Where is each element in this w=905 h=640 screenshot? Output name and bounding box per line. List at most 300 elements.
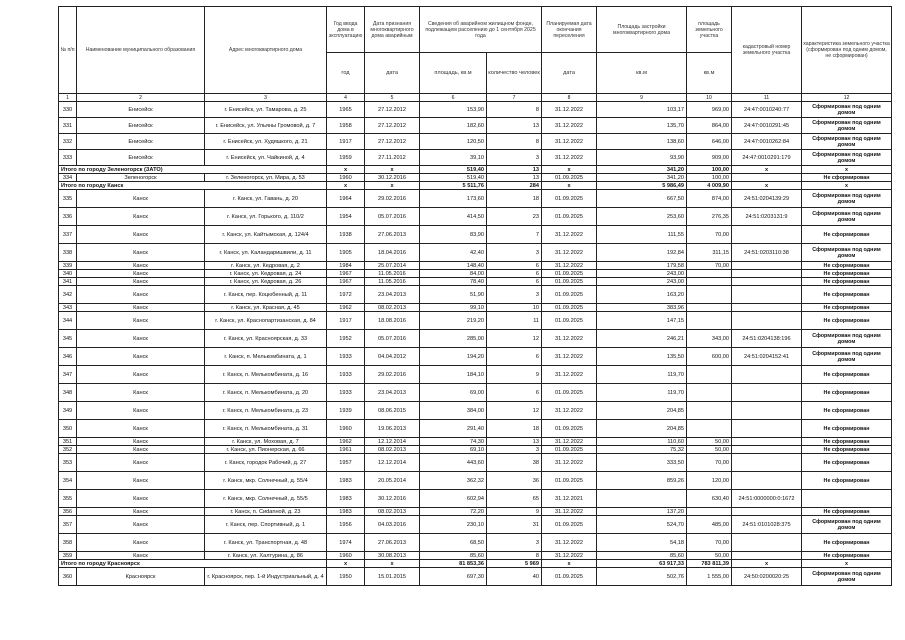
header-plan-date: Планируемая дата окончания переселения bbox=[542, 7, 597, 53]
cell-characteristic bbox=[802, 490, 892, 508]
cell-land-area: 70,00 bbox=[687, 226, 732, 244]
table-row bbox=[59, 226, 892, 244]
header-characteristic: характеристика земельного участка (сформирован под одним домом, не сформирован) bbox=[802, 7, 892, 94]
cell-number: 334 bbox=[59, 174, 77, 182]
cell-municipality: Канск bbox=[77, 366, 205, 384]
cell-people: 11 bbox=[487, 312, 542, 330]
table-row bbox=[59, 244, 892, 262]
cell-year: 1983 bbox=[327, 508, 365, 516]
cell-year: 1965 bbox=[327, 102, 365, 118]
table-row bbox=[59, 568, 892, 586]
cell-cadastral bbox=[732, 420, 802, 438]
cell-year: x bbox=[327, 182, 365, 190]
cell-year: 1964 bbox=[327, 190, 365, 208]
cell-year: 1967 bbox=[327, 278, 365, 286]
cell-land-area: 783 811,39 bbox=[687, 560, 732, 568]
cell-number: 358 bbox=[59, 534, 77, 552]
cell-people: 65 bbox=[487, 490, 542, 508]
cell-emergency-date: 19.06.2013 bbox=[365, 420, 420, 438]
cell-number: 350 bbox=[59, 420, 77, 438]
cell-emergency-date: 05.07.2016 bbox=[365, 330, 420, 348]
cell-area: 83,90 bbox=[420, 226, 487, 244]
cell-address: г. Канск, ул. Гавань, д. 20 bbox=[205, 190, 327, 208]
cell-address: г. Енисейск, ул. Чайкиной, д. 4 bbox=[205, 150, 327, 166]
cell-people: 38 bbox=[487, 454, 542, 472]
header-emergency-fund: Сведения об аварийном жилищном фонде, подлежащем расселению до 1 сентября 2025 года bbox=[420, 7, 542, 53]
column-number: 9 bbox=[597, 94, 687, 102]
cell-municipality: Канск bbox=[77, 384, 205, 402]
cell-plan-date: 31.12.2022 bbox=[542, 150, 597, 166]
cell-characteristic: Сформирован под одним домом bbox=[802, 244, 892, 262]
cell-land-area bbox=[687, 420, 732, 438]
cell-area: 69,10 bbox=[420, 446, 487, 454]
cell-area: 148,40 bbox=[420, 262, 487, 270]
cell-number: 330 bbox=[59, 102, 77, 118]
table-row bbox=[59, 366, 892, 384]
cell-emergency-date: 27.12.2012 bbox=[365, 102, 420, 118]
table-row bbox=[59, 150, 892, 166]
table-row bbox=[59, 420, 892, 438]
cell-characteristic: Не сформирован bbox=[802, 262, 892, 270]
cell-land-area: 874,00 bbox=[687, 190, 732, 208]
cell-address: г. Канск, мкр. Солнечный, д. 55/5 bbox=[205, 490, 327, 508]
subtotal-label: Итого по городу Канск bbox=[59, 182, 327, 190]
cell-emergency-date: 29.02.2016 bbox=[365, 366, 420, 384]
cell-build-area: 341,20 bbox=[597, 174, 687, 182]
cell-municipality: Енисейск bbox=[77, 150, 205, 166]
table-row bbox=[59, 534, 892, 552]
cell-emergency-date: 20.05.2014 bbox=[365, 472, 420, 490]
cell-build-area: 135,50 bbox=[597, 348, 687, 366]
cell-build-area: 667,50 bbox=[597, 190, 687, 208]
cell-cadastral: 24:51:0203131:9 bbox=[732, 208, 802, 226]
cell-municipality: Канск bbox=[77, 226, 205, 244]
column-number: 4 bbox=[327, 94, 365, 102]
cell-plan-date: 31.12.2022 bbox=[542, 226, 597, 244]
cell-number: 357 bbox=[59, 516, 77, 534]
cell-plan-date: 31.12.2022 bbox=[542, 102, 597, 118]
cell-number: 331 bbox=[59, 118, 77, 134]
cell-characteristic: Не сформирован bbox=[802, 534, 892, 552]
cell-year: 1954 bbox=[327, 208, 365, 226]
cell-people: 6 bbox=[487, 278, 542, 286]
cell-land-area: 311,15 bbox=[687, 244, 732, 262]
cell-year: 1959 bbox=[327, 150, 365, 166]
cell-address: г. Енисейск, ул. Ульяны Громовой, д. 7 bbox=[205, 118, 327, 134]
cell-number: 343 bbox=[59, 304, 77, 312]
cell-cadastral bbox=[732, 402, 802, 420]
cell-plan-date: 01.09.2025 bbox=[542, 446, 597, 454]
cell-land-area: 485,00 bbox=[687, 516, 732, 534]
cell-year: 1960 bbox=[327, 174, 365, 182]
cell-cadastral: 24:50:0200020:25 bbox=[732, 568, 802, 586]
table-row bbox=[59, 472, 892, 490]
cell-address: г. Енисейск, ул. Тамарова, д. 25 bbox=[205, 102, 327, 118]
cell-emergency-date: 23.04.2013 bbox=[365, 384, 420, 402]
cell-area: 173,60 bbox=[420, 190, 487, 208]
cell-municipality: Красноярск bbox=[77, 568, 205, 586]
cell-emergency-date: 30.08.2013 bbox=[365, 552, 420, 560]
cell-area: 519,40 bbox=[420, 166, 487, 174]
cell-characteristic: Не сформирован bbox=[802, 402, 892, 420]
cell-number: 340 bbox=[59, 270, 77, 278]
cell-municipality: Канск bbox=[77, 278, 205, 286]
cell-year: 1974 bbox=[327, 534, 365, 552]
cell-people: 23 bbox=[487, 208, 542, 226]
cell-characteristic: Сформирован под одним домом bbox=[802, 190, 892, 208]
cell-people: 13 bbox=[487, 438, 542, 446]
cell-year: 1939 bbox=[327, 402, 365, 420]
cell-area: 443,60 bbox=[420, 454, 487, 472]
cell-municipality: Канск bbox=[77, 552, 205, 560]
cell-people: 12 bbox=[487, 402, 542, 420]
cell-land-area: 1 555,00 bbox=[687, 568, 732, 586]
cell-year: x bbox=[327, 166, 365, 174]
cell-year: 1961 bbox=[327, 446, 365, 454]
cell-land-area: 909,00 bbox=[687, 150, 732, 166]
cell-plan-date: 31.12.2022 bbox=[542, 262, 597, 270]
cell-characteristic: Не сформирован bbox=[802, 304, 892, 312]
cell-plan-date: 01.09.2025 bbox=[542, 190, 597, 208]
cell-emergency-date: 30.12.2016 bbox=[365, 490, 420, 508]
cell-characteristic: Не сформирован bbox=[802, 420, 892, 438]
cell-characteristic: x bbox=[802, 166, 892, 174]
cell-people: 6 bbox=[487, 262, 542, 270]
cell-people: 9 bbox=[487, 508, 542, 516]
cell-municipality: Канск bbox=[77, 454, 205, 472]
cell-plan-date: 01.09.2025 bbox=[542, 286, 597, 304]
cell-cadastral: 24:51:0204139:29 bbox=[732, 190, 802, 208]
cell-plan-date: 31.12.2022 bbox=[542, 508, 597, 516]
cell-address: г. Канск, ул. Транспортная, д. 48 bbox=[205, 534, 327, 552]
cell-characteristic: Не сформирован bbox=[802, 384, 892, 402]
cell-characteristic: Не сформирован bbox=[802, 446, 892, 454]
cell-build-area: 243,00 bbox=[597, 278, 687, 286]
cell-cadastral bbox=[732, 226, 802, 244]
cell-municipality: Канск bbox=[77, 516, 205, 534]
header-emergency-date: Дата признания многоквартирного дома аварийным bbox=[365, 7, 420, 53]
cell-plan-date: 01.09.2025 bbox=[542, 516, 597, 534]
cell-build-area bbox=[597, 490, 687, 508]
cell-plan-date: 31.12.2022 bbox=[542, 118, 597, 134]
cell-emergency-date: 08.02.2013 bbox=[365, 446, 420, 454]
cell-municipality: Зеленогорск bbox=[77, 174, 205, 182]
cell-municipality: Канск bbox=[77, 438, 205, 446]
cell-people: 8 bbox=[487, 134, 542, 150]
cell-address: г. Канск, ул. Красноярская, д. 33 bbox=[205, 330, 327, 348]
cell-area: 230,10 bbox=[420, 516, 487, 534]
cell-address: г. Канск, п. Мелькомбината, д. 23 bbox=[205, 402, 327, 420]
cell-build-area: 103,17 bbox=[597, 102, 687, 118]
cell-address: г. Красноярск, пер. 1-й Индустриальный, д. 4 bbox=[205, 568, 327, 586]
cell-cadastral bbox=[732, 552, 802, 560]
cell-land-area bbox=[687, 304, 732, 312]
cell-emergency-date: 27.06.2013 bbox=[365, 226, 420, 244]
cell-year: 1917 bbox=[327, 134, 365, 150]
cell-address: г. Канск, ул. Красная, д. 45 bbox=[205, 304, 327, 312]
cell-municipality: Енисейск bbox=[77, 134, 205, 150]
cell-land-area: 50,00 bbox=[687, 446, 732, 454]
cell-year: 1983 bbox=[327, 490, 365, 508]
cell-emergency-date: 25.07.2014 bbox=[365, 262, 420, 270]
cell-number: 360 bbox=[59, 568, 77, 586]
cell-people: 3 bbox=[487, 446, 542, 454]
cell-land-area bbox=[687, 366, 732, 384]
cell-number: 359 bbox=[59, 552, 77, 560]
subtotal-label: Итого по городу Зеленогорск (ЗАТО) bbox=[59, 166, 327, 174]
cell-land-area: 50,00 bbox=[687, 552, 732, 560]
cell-plan-date: 01.09.2025 bbox=[542, 208, 597, 226]
cell-year: 1984 bbox=[327, 262, 365, 270]
cell-number: 353 bbox=[59, 454, 77, 472]
cell-year: 1933 bbox=[327, 366, 365, 384]
cell-build-area: 5 986,49 bbox=[597, 182, 687, 190]
cell-number: 356 bbox=[59, 508, 77, 516]
cell-year: 1957 bbox=[327, 454, 365, 472]
cell-plan-date: 01.09.2025 bbox=[542, 472, 597, 490]
table-row bbox=[59, 490, 892, 508]
cell-land-area: 630,40 bbox=[687, 490, 732, 508]
cell-area: 85,60 bbox=[420, 552, 487, 560]
cell-number: 347 bbox=[59, 366, 77, 384]
cell-land-area: 50,00 bbox=[687, 438, 732, 446]
cell-number: 355 bbox=[59, 490, 77, 508]
cell-plan-date: 31.12.2022 bbox=[542, 438, 597, 446]
cell-characteristic: Не сформирован bbox=[802, 508, 892, 516]
cell-build-area: 383,96 bbox=[597, 304, 687, 312]
table-row bbox=[59, 102, 892, 118]
cell-number: 339 bbox=[59, 262, 77, 270]
table-row bbox=[59, 516, 892, 534]
cell-build-area: 147,15 bbox=[597, 312, 687, 330]
table-row bbox=[59, 446, 892, 454]
table-row bbox=[59, 262, 892, 270]
cell-emergency-date: 04.03.2016 bbox=[365, 516, 420, 534]
cell-emergency-date: 12.12.2014 bbox=[365, 438, 420, 446]
cell-year: 1950 bbox=[327, 568, 365, 586]
cell-cadastral: 24:51:0000000:0:1672 bbox=[732, 490, 802, 508]
cell-year: 1962 bbox=[327, 438, 365, 446]
cell-land-area bbox=[687, 312, 732, 330]
cell-characteristic: Не сформирован bbox=[802, 438, 892, 446]
cell-characteristic: Сформирован под одним домом bbox=[802, 568, 892, 586]
cell-plan-date: 31.12.2022 bbox=[542, 552, 597, 560]
cell-address: г. Канск, п. Мелькомбината, д. 1 bbox=[205, 348, 327, 366]
cell-characteristic: Не сформирован bbox=[802, 174, 892, 182]
cell-land-area: 4 009,90 bbox=[687, 182, 732, 190]
cell-build-area: 204,85 bbox=[597, 420, 687, 438]
cell-number: 349 bbox=[59, 402, 77, 420]
cell-build-area: 85,60 bbox=[597, 552, 687, 560]
cell-municipality: Канск bbox=[77, 262, 205, 270]
cell-area: 384,00 bbox=[420, 402, 487, 420]
cell-cadastral: 24:47:0010291:45 bbox=[732, 118, 802, 134]
header-build-area: Площадь застройки многоквартирного дома bbox=[597, 7, 687, 53]
cell-address: г. Канск, ул. Пионерская, д. 66 bbox=[205, 446, 327, 454]
cell-cadastral bbox=[732, 174, 802, 182]
cell-cadastral: 24:51:0204138:196 bbox=[732, 330, 802, 348]
column-number: 8 bbox=[542, 94, 597, 102]
table-row bbox=[59, 190, 892, 208]
cell-area: 602,94 bbox=[420, 490, 487, 508]
cell-cadastral bbox=[732, 438, 802, 446]
cell-area: 74,30 bbox=[420, 438, 487, 446]
cell-municipality: Канск bbox=[77, 534, 205, 552]
column-number: 5 bbox=[365, 94, 420, 102]
cell-municipality: Канск bbox=[77, 472, 205, 490]
cell-area: 78,40 bbox=[420, 278, 487, 286]
cell-year: 1960 bbox=[327, 552, 365, 560]
cell-plan-date: 31.12.2022 bbox=[542, 402, 597, 420]
subheader-build-unit: кв.м bbox=[597, 53, 687, 94]
cell-people: 13 bbox=[487, 118, 542, 134]
cell-plan-date: 01.09.2025 bbox=[542, 568, 597, 586]
cell-build-area: 75,32 bbox=[597, 446, 687, 454]
cell-people: 18 bbox=[487, 190, 542, 208]
cell-plan-date: 01.09.2025 bbox=[542, 304, 597, 312]
cell-cadastral: 24:47:0010240:77 bbox=[732, 102, 802, 118]
cell-address: г. Канск, ул. Кайтымская, д. 124/4 bbox=[205, 226, 327, 244]
cell-cadastral: x bbox=[732, 182, 802, 190]
cell-plan-date: 01.09.2025 bbox=[542, 278, 597, 286]
cell-people: 6 bbox=[487, 348, 542, 366]
cell-year: 1933 bbox=[327, 348, 365, 366]
cell-municipality: Канск bbox=[77, 270, 205, 278]
cell-build-area: 111,55 bbox=[597, 226, 687, 244]
cell-cadastral: x bbox=[732, 560, 802, 568]
cell-land-area bbox=[687, 508, 732, 516]
cell-emergency-date: 05.07.2016 bbox=[365, 208, 420, 226]
cell-characteristic: Сформирован под одним домом bbox=[802, 208, 892, 226]
cell-land-area: 600,00 bbox=[687, 348, 732, 366]
cell-area: 39,10 bbox=[420, 150, 487, 166]
cell-address: г. Канск, ул. Халтурина, д. 86 bbox=[205, 552, 327, 560]
cell-area: 69,00 bbox=[420, 384, 487, 402]
table-row bbox=[59, 278, 892, 286]
subheader-land-unit: кв.м bbox=[687, 53, 732, 94]
cell-area: 184,10 bbox=[420, 366, 487, 384]
cell-cadastral bbox=[732, 454, 802, 472]
cell-people: 13 bbox=[487, 174, 542, 182]
cell-address: г. Канск, п. Мелькомбината, д. 31 bbox=[205, 420, 327, 438]
subheader-people: количество человек bbox=[487, 53, 542, 94]
cell-build-area: 246,21 bbox=[597, 330, 687, 348]
cell-municipality: Канск bbox=[77, 244, 205, 262]
subheader-area: площадь, кв.м bbox=[420, 53, 487, 94]
table-row bbox=[59, 134, 892, 150]
cell-cadastral bbox=[732, 278, 802, 286]
column-number: 7 bbox=[487, 94, 542, 102]
cell-people: 12 bbox=[487, 330, 542, 348]
header-cadastral: кадастровый номер земельного участка bbox=[732, 7, 802, 94]
cell-cadastral: 24:51:0203110:38 bbox=[732, 244, 802, 262]
cell-number: 348 bbox=[59, 384, 77, 402]
cell-number: 342 bbox=[59, 286, 77, 304]
column-number-row bbox=[59, 94, 892, 102]
cell-build-area: 63 917,33 bbox=[597, 560, 687, 568]
cell-characteristic: Не сформирован bbox=[802, 226, 892, 244]
cell-year: 1962 bbox=[327, 304, 365, 312]
cell-build-area: 204,85 bbox=[597, 402, 687, 420]
cell-people: 9 bbox=[487, 366, 542, 384]
cell-address: г. Канск, п. Мелькомбината, д. 16 bbox=[205, 366, 327, 384]
cell-characteristic: x bbox=[802, 182, 892, 190]
cell-municipality: Канск bbox=[77, 420, 205, 438]
cell-cadastral: x bbox=[732, 166, 802, 174]
column-number: 2 bbox=[77, 94, 205, 102]
cell-year: 1972 bbox=[327, 286, 365, 304]
cell-land-area bbox=[687, 270, 732, 278]
cell-address: г. Зеленогорск, ул. Мира, д. 53 bbox=[205, 174, 327, 182]
cell-area: 84,00 bbox=[420, 270, 487, 278]
cell-municipality: Канск bbox=[77, 348, 205, 366]
cell-people: 8 bbox=[487, 552, 542, 560]
cell-address: г. Канск, ул. Кедровая, д. 24 bbox=[205, 270, 327, 278]
cell-build-area: 192,84 bbox=[597, 244, 687, 262]
cell-emergency-date: x bbox=[365, 182, 420, 190]
cell-year: 1933 bbox=[327, 384, 365, 402]
table-row bbox=[59, 454, 892, 472]
cell-people: 8 bbox=[487, 102, 542, 118]
cell-cadastral bbox=[732, 304, 802, 312]
cell-emergency-date: x bbox=[365, 560, 420, 568]
cell-characteristic: Не сформирован bbox=[802, 286, 892, 304]
cell-plan-date: 01.09.2025 bbox=[542, 384, 597, 402]
cell-emergency-date: 11.05.2016 bbox=[365, 278, 420, 286]
cell-address: г. Канск, ул. Кедровая, д. 26 bbox=[205, 278, 327, 286]
table-row bbox=[59, 304, 892, 312]
cell-address: г. Канск, п. Сиdanной, д. 23 bbox=[205, 508, 327, 516]
cell-cadastral bbox=[732, 286, 802, 304]
subheader-date: дата bbox=[365, 53, 420, 94]
header-year: Год ввода дома в эксплуатацию bbox=[327, 7, 365, 53]
cell-address: г. Канск, мкр. Солнечный, д. 55/4 bbox=[205, 472, 327, 490]
cell-land-area bbox=[687, 278, 732, 286]
cell-build-area: 333,50 bbox=[597, 454, 687, 472]
cell-area: 697,30 bbox=[420, 568, 487, 586]
housing-table bbox=[58, 6, 892, 586]
cell-build-area: 502,76 bbox=[597, 568, 687, 586]
cell-address: г. Канск, городок Рабочий, д. 27 bbox=[205, 454, 327, 472]
cell-build-area: 859,26 bbox=[597, 472, 687, 490]
cell-year: 1967 bbox=[327, 270, 365, 278]
cell-cadastral: 24:47:0010291:179 bbox=[732, 150, 802, 166]
cell-number: 335 bbox=[59, 190, 77, 208]
cell-address: г. Енисейск, ул. Худяшкого, д. 21 bbox=[205, 134, 327, 150]
cell-emergency-date: 30.12.2016 bbox=[365, 174, 420, 182]
cell-municipality: Канск bbox=[77, 312, 205, 330]
cell-plan-date: 31.12.2022 bbox=[542, 244, 597, 262]
table-row bbox=[59, 208, 892, 226]
cell-build-area: 135,70 bbox=[597, 118, 687, 134]
cell-emergency-date: 15.01.2015 bbox=[365, 568, 420, 586]
cell-municipality: Канск bbox=[77, 190, 205, 208]
table-row bbox=[59, 118, 892, 134]
table-row bbox=[59, 552, 892, 560]
cell-municipality: Канск bbox=[77, 490, 205, 508]
header-row bbox=[59, 7, 892, 53]
cell-build-area: 110,60 bbox=[597, 438, 687, 446]
table-row bbox=[59, 174, 892, 182]
cell-characteristic: Сформирован под одним домом bbox=[802, 150, 892, 166]
cell-characteristic: Сформирован под одним домом bbox=[802, 118, 892, 134]
cell-characteristic: Не сформирован bbox=[802, 454, 892, 472]
cell-land-area bbox=[687, 286, 732, 304]
cell-area: 362,32 bbox=[420, 472, 487, 490]
cell-emergency-date: x bbox=[365, 166, 420, 174]
cell-municipality: Канск bbox=[77, 508, 205, 516]
cell-emergency-date: 08.02.2013 bbox=[365, 508, 420, 516]
